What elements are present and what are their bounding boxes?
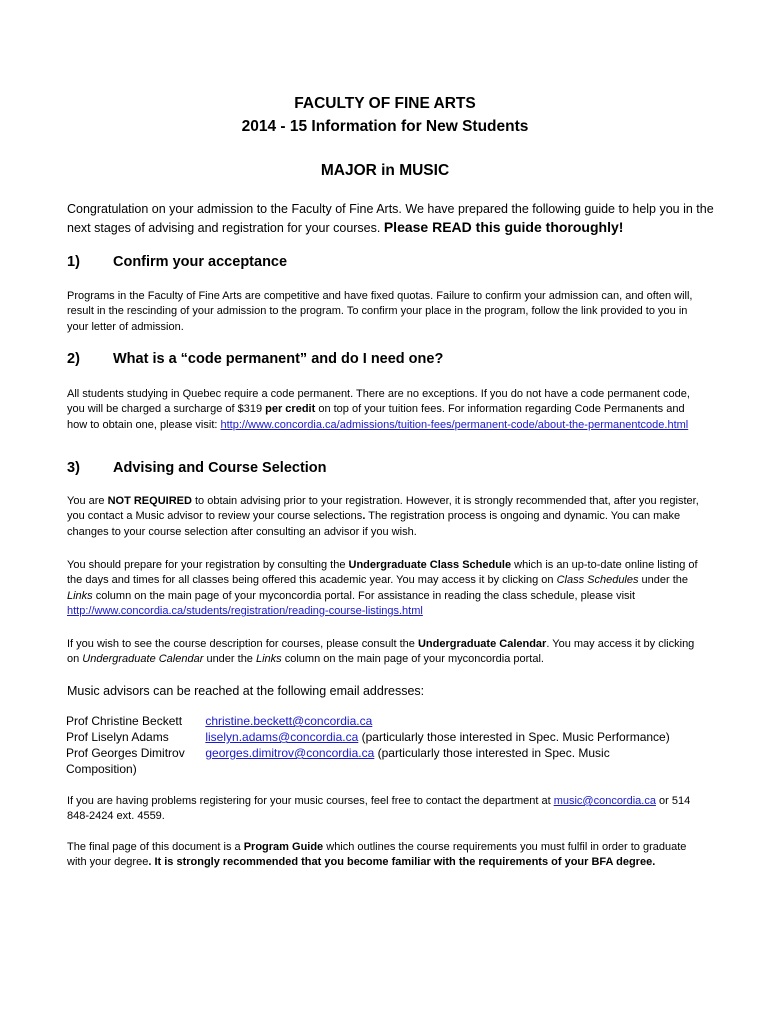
advisor-row [66, 745, 706, 761]
advisor-name: Prof Georges Dimitrov [66, 746, 185, 760]
intro-text: Congratulation on your admission to the Faculty of Fine Arts. We have prepared the following guide to help you in the next stages of advising and registration for your courses. [67, 202, 714, 235]
advising-text-a: You are [67, 495, 108, 507]
links-italic: Links [67, 589, 93, 602]
advisor-name: Prof Liselyn Adams [66, 730, 169, 744]
advising-text-b: to obtain advising prior to your registration. However, it is strongly recommended that, after you register, you contact a Music advisor to review your course selections [67, 495, 699, 523]
section-3-number: 3) [67, 460, 80, 476]
section-3-heading [67, 460, 327, 476]
contact-paragraph [67, 794, 707, 825]
section-1-body: Programs in the Faculty of Fine Arts are competitive and have fixed quotas. Failure to confirm your admission can, and often will, result in the rescinding of your admission to the program. To confirm your place in the program, follow the link provided to you in your letter of admission. [67, 290, 693, 333]
contact-text-a: If you are having problems registering for your music courses, feel free to contact the department at [67, 795, 554, 807]
advisor-contact [202, 713, 706, 729]
section-2-text-b: on top of your tuition fees. For information regarding Code Permanents and how to obtain one, please visit: [67, 403, 685, 431]
section-2-body [67, 387, 707, 433]
section-2-bold: per credit [265, 403, 316, 416]
advisor-note: (particularly those interested in Spec. Music [374, 746, 610, 760]
course-listings-link[interactable]: http://www.concordia.ca/students/registration/reading-course-listings.html [67, 604, 423, 617]
advisor-email-link[interactable]: liselyn.adams@concordia.ca [205, 730, 359, 744]
calendar-text-a: If you wish to see the course description for courses, please consult the [67, 638, 418, 650]
section-1-heading [67, 254, 287, 270]
calendar-text-c: under the [203, 653, 256, 666]
final-text-b: which outlines the course requirements you must fulfil in order to graduate with your degree [67, 841, 687, 869]
advisors-intro: Music advisors can be reached at the following email addresses: [67, 684, 425, 698]
schedule-text-b: which is an up-to-date online listing of the days and times for all classes being offered this academic year. You may access it by clicking on [67, 559, 698, 587]
calendar-paragraph [67, 637, 707, 668]
advisor-row [66, 729, 706, 745]
advisor-name: Prof Christine Beckett [66, 714, 183, 728]
contact-text-b: or 514 848-2424 ext. 4559. [67, 795, 691, 823]
advising-period: . [362, 510, 366, 523]
links-italic-2: Links [255, 653, 282, 666]
advisors-table [66, 713, 706, 777]
advisor-overflow-row [66, 761, 706, 777]
advisor-note: (particularly those interested in Spec. Music Performance) [358, 730, 670, 744]
advisor-email-link[interactable]: georges.dimitrov@concordia.ca [205, 746, 375, 760]
class-schedule-paragraph [67, 558, 707, 619]
program-guide-bold: Program Guide [243, 841, 324, 853]
advisor-overflow-text: Composition) [66, 762, 137, 776]
section-2-heading [67, 351, 443, 367]
section-2-title: What is a “code permanent” and do I need one? [113, 351, 444, 367]
intro-paragraph [67, 200, 717, 237]
code-permanent-link[interactable]: http://www.concordia.ca/admissions/tuition-fees/permanent-code/about-the-permanentcode.html [220, 418, 689, 431]
document-subtitle: 2014 - 15 Information for New Students [241, 118, 529, 135]
section-1-number: 1) [67, 254, 80, 270]
music-email-link[interactable]: music@concordia.ca [553, 795, 656, 807]
section-3-title: Advising and Course Selection [113, 460, 327, 476]
section-2-text-a: All students studying in Quebec require a code permanent. There are no exceptions. If you do not have a code permanent code, you will be charged a surcharge of $319 [67, 388, 690, 416]
advisor-row [66, 713, 706, 729]
not-required-bold: NOT REQUIRED [107, 495, 192, 507]
schedule-text-c: under the [638, 574, 689, 587]
calendar-text-d: column on the main page of your myconcordia portal. [281, 653, 544, 666]
section-2-number: 2) [67, 351, 80, 367]
undergrad-calendar-bold: Undergraduate Calendar [417, 638, 547, 650]
section-1-title: Confirm your acceptance [113, 254, 288, 270]
advisor-email-link[interactable]: christine.beckett@concordia.ca [205, 714, 373, 728]
program-title: MAJOR in MUSIC [320, 162, 450, 179]
advisor-contact [202, 729, 706, 745]
intro-emphasis: Please READ this guide thoroughly! [383, 219, 624, 235]
class-schedules-italic: Class Schedules [556, 574, 639, 587]
final-paragraph [67, 840, 707, 871]
final-recommendation-bold: . It is strongly recommended that you become familiar with the requirements of your BFA degree. [148, 856, 656, 869]
advising-text-c: The registration process is ongoing and dynamic. You can make changes to your course selection after consulting an advisor if you wish. [67, 510, 681, 538]
final-text-a: The final page of this document is a [67, 841, 244, 853]
advisor-contact [202, 745, 706, 761]
advising-paragraph [67, 494, 707, 540]
calendar-text-b: . You may access it by clicking on [67, 638, 695, 666]
schedule-text-a: You should prepare for your registration by consulting the [67, 559, 349, 571]
schedule-text-d: column on the main page of your myconcordia portal. For assistance in reading the class schedule, please visit [92, 589, 636, 602]
class-schedule-bold: Undergraduate Class Schedule [348, 559, 512, 571]
faculty-title: FACULTY OF FINE ARTS [294, 95, 476, 112]
undergrad-calendar-italic: Undergraduate Calendar [82, 653, 204, 666]
